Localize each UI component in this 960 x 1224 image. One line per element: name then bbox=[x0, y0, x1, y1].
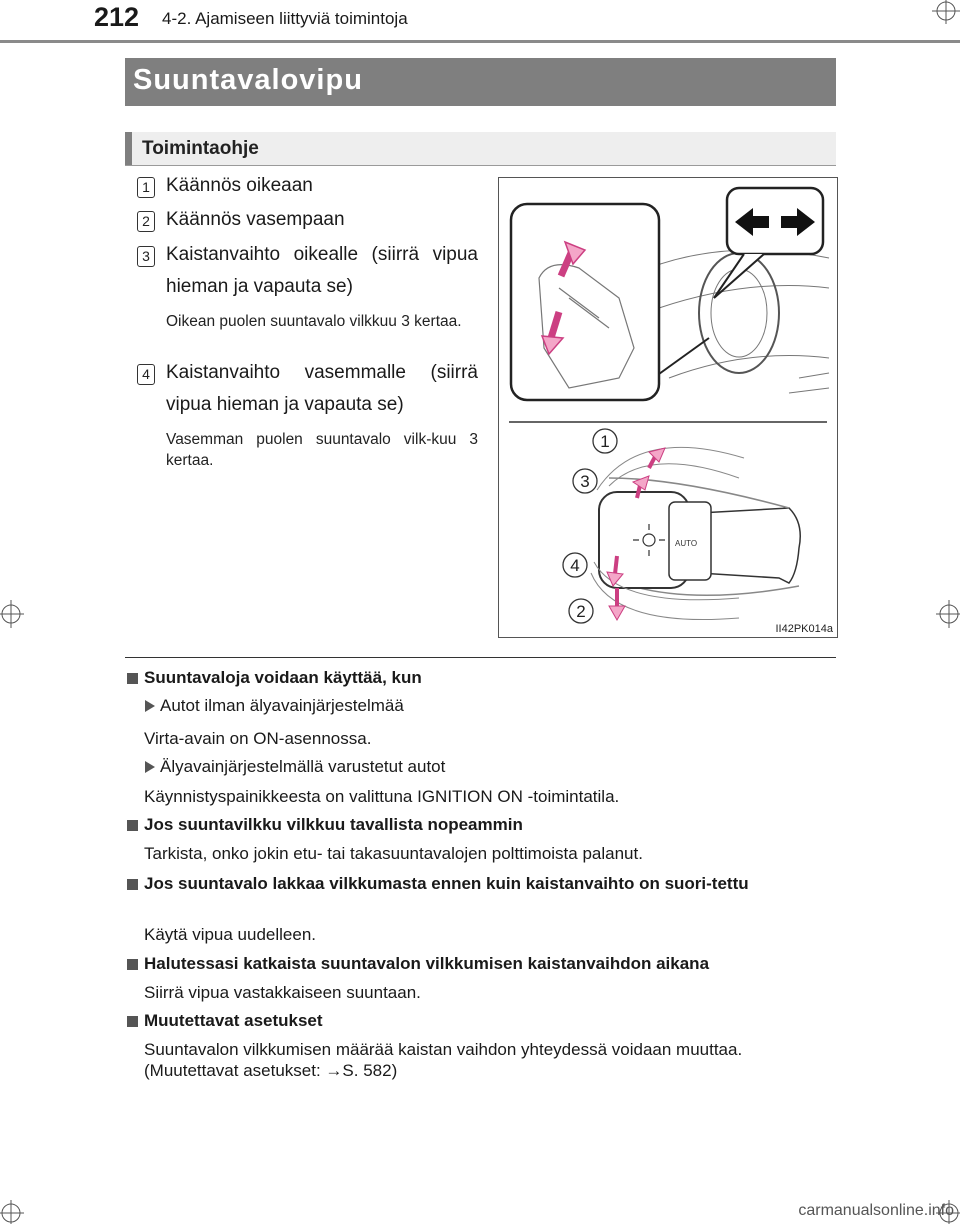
list-number-1: 1 bbox=[137, 177, 155, 198]
list-item-3: Kaistanvaihto oikealle (siirrä vipua hieman ja vapauta se) bbox=[166, 244, 478, 297]
note-bullet-icon bbox=[127, 959, 138, 970]
callout-4: 4 bbox=[570, 556, 580, 575]
list-number-3: 3 bbox=[137, 246, 155, 267]
condition-2: Älyavainjärjestelmällä varustetut autot bbox=[160, 757, 446, 776]
page-title-banner bbox=[125, 58, 836, 106]
note-bullet-icon bbox=[127, 879, 138, 890]
note-text-3: Käytä vipua uudelleen. bbox=[144, 925, 317, 944]
note-text-5b: (Muutettavat asetukset: →S. 582) bbox=[144, 1061, 398, 1080]
watermark: carmanualsonline.info bbox=[798, 1202, 954, 1219]
note-heading-5: Muutettavat asetukset bbox=[144, 1011, 323, 1030]
callout-3: 3 bbox=[580, 472, 590, 491]
arrow-1-icon bbox=[649, 448, 665, 468]
section-title: Toimintaohje bbox=[142, 138, 259, 159]
note-bullet-icon bbox=[127, 1016, 138, 1027]
note-heading-2: Jos suuntavilkku vilkkuu tavallista nopeammin bbox=[144, 815, 523, 834]
callout-2: 2 bbox=[576, 602, 586, 621]
note-heading-1: Suuntavaloja voidaan käyttää, kun bbox=[144, 668, 422, 687]
section-rule bbox=[125, 657, 836, 658]
condition-1: Autot ilman älyavainjärjestelmää bbox=[160, 696, 404, 715]
auto-label: AUTO bbox=[675, 539, 698, 548]
turn-signal-lever-figure bbox=[498, 177, 838, 638]
lever-illustration bbox=[499, 178, 837, 637]
condition-arrow-icon bbox=[145, 700, 155, 712]
note-text-5: Suuntavalon vilkkumisen määrää kaistan vaihdon yhteydessä voidaan muuttaa. bbox=[144, 1040, 743, 1059]
note-heading-3: Jos suuntavalo lakkaa vilkkumasta ennen kuin kaistanvaihto on suori-tettu bbox=[144, 874, 749, 893]
page-title: Suuntavalovipu bbox=[133, 64, 363, 96]
condition-arrow-icon bbox=[145, 761, 155, 773]
page-number: 212 bbox=[94, 2, 140, 32]
arrow-2-icon bbox=[609, 588, 625, 620]
section-marker bbox=[125, 132, 132, 165]
list-item-1: Käännös oikeaan bbox=[166, 175, 313, 196]
callout-1: 1 bbox=[600, 432, 610, 451]
list-note-3: Oikean puolen suuntavalo vilkkuu 3 kertaa. bbox=[166, 313, 462, 330]
note-text-1b: Käynnistyspainikkeesta on valittuna IGNITION ON -toimintatila. bbox=[144, 787, 620, 806]
header-rule bbox=[0, 40, 960, 43]
list-number-2: 2 bbox=[137, 211, 155, 232]
list-item-2: Käännös vasempaan bbox=[166, 209, 345, 230]
list-number-4: 4 bbox=[137, 364, 155, 385]
note-text-1a: Virta-avain on ON-asennossa. bbox=[144, 729, 372, 748]
note-bullet-icon bbox=[127, 673, 138, 684]
note-text-2: Tarkista, onko jokin etu- tai takasuuntavalojen polttimoista palanut. bbox=[144, 844, 643, 863]
note-bullet-icon bbox=[127, 820, 138, 831]
figure-code: II42PK014a bbox=[775, 623, 833, 635]
list-note-4: Vasemman puolen suuntavalo vilk-kuu 3 kertaa. bbox=[166, 431, 478, 469]
list-item-4: Kaistanvaihto vasemmalle (siirrä vipua hieman ja vapauta se) bbox=[166, 362, 478, 415]
note-text-4: Siirrä vipua vastakkaiseen suuntaan. bbox=[144, 983, 421, 1002]
running-title: 4-2. Ajamiseen liittyviä toimintoja bbox=[162, 9, 408, 28]
section-header bbox=[125, 132, 836, 166]
note-heading-4: Halutessasi katkaista suuntavalon vilkkumisen kaistanvaihdon aikana bbox=[144, 954, 710, 973]
inset-hand-panel bbox=[511, 204, 659, 400]
